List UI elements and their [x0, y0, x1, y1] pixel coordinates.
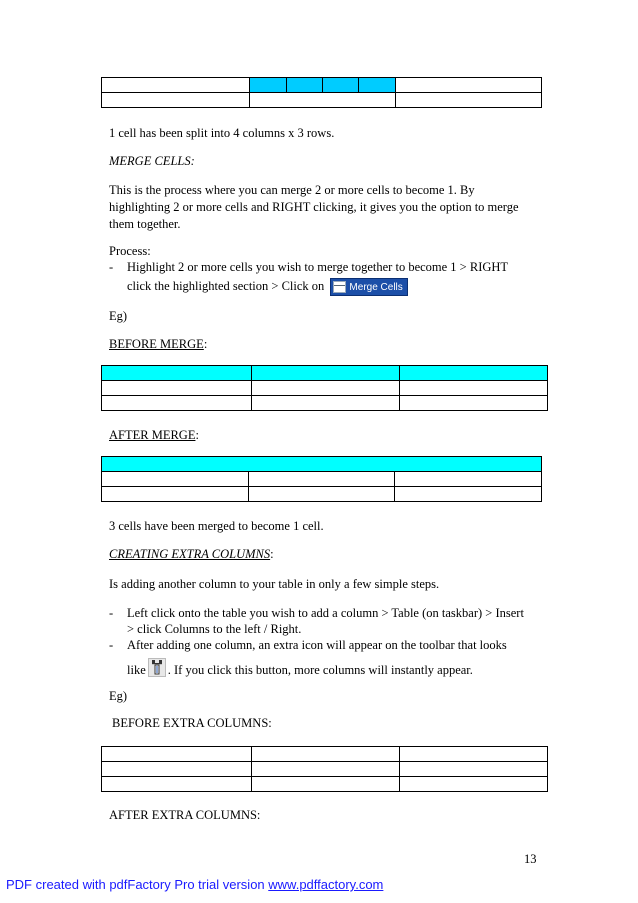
- merge-desc-line: This is the process where you can merge 2 or more cells to become 1. By: [109, 183, 475, 197]
- bullet-dash: -: [109, 638, 114, 652]
- table-cell: [102, 777, 252, 792]
- merge-cells-button[interactable]: [330, 278, 407, 296]
- split-text: 1 cell has been split into 4 columns x 3 rows.: [109, 126, 335, 140]
- split-cell: [359, 78, 396, 93]
- merged-text: 3 cells have been merged to become 1 cell.: [109, 519, 324, 533]
- table-cell: [102, 396, 252, 411]
- table-cell: [400, 777, 548, 792]
- bullet-text: like: [127, 663, 146, 677]
- table-cell: [395, 472, 542, 487]
- table-cell: [252, 777, 400, 792]
- bullet-line: Left click onto the table you wish to add a column > Table (on taskbar) > Insert: [127, 606, 524, 620]
- highlighted-cell: [252, 366, 400, 381]
- table-cell: [252, 396, 400, 411]
- before-merge-colon: :: [203, 337, 208, 351]
- eg-label: Eg): [109, 689, 128, 703]
- table-cell: [400, 762, 548, 777]
- table-cell: [252, 381, 400, 396]
- table-row: [102, 93, 542, 108]
- before-merge-table: [101, 365, 548, 411]
- page-number: 13: [524, 852, 537, 866]
- process-label: Process:: [109, 244, 151, 258]
- table-cell: [396, 93, 542, 108]
- before-extra-label: BEFORE EXTRA COLUMNS:: [112, 716, 272, 730]
- table-row: [102, 777, 548, 792]
- split-table: [101, 77, 542, 108]
- before-merge-label: [109, 336, 207, 353]
- bullet-text: . If you click this button, more columns will instantly appear.: [167, 663, 473, 677]
- process-line-text: click the highlighted section > Click on: [127, 279, 325, 293]
- table-cell: [102, 747, 252, 762]
- table-row: [102, 762, 548, 777]
- footer-text: PDF created with pdfFactory Pro trial version: [6, 877, 269, 892]
- split-cell: [287, 78, 323, 93]
- bullet-line: [127, 658, 473, 679]
- bullet-line: After adding one column, an extra icon will appear on the toolbar that looks: [127, 638, 507, 652]
- process-line: Highlight 2 or more cells you wish to merge together to become 1 > RIGHT: [127, 260, 509, 274]
- after-merge-table: [101, 456, 542, 502]
- pdf-footer: [6, 877, 383, 892]
- footer-link[interactable]: www.pdffactory.com: [268, 877, 384, 892]
- table-cell: [250, 93, 396, 108]
- table-merge-icon: [333, 281, 346, 293]
- highlighted-cell: [400, 366, 548, 381]
- highlighted-cell: [102, 366, 252, 381]
- after-extra-label: AFTER EXTRA COLUMNS:: [109, 808, 261, 822]
- after-merge-label: [109, 427, 199, 444]
- table-row: [102, 457, 542, 472]
- split-cell: [250, 78, 287, 93]
- table-cell: [102, 487, 249, 502]
- table-cell: [249, 472, 395, 487]
- merged-cell: [102, 457, 542, 472]
- table-cell: [252, 747, 400, 762]
- table-cell: [102, 762, 252, 777]
- merge-desc-line: them together.: [109, 217, 181, 231]
- extra-heading-text: CREATING EXTRA COLUMNS: [109, 547, 271, 561]
- before-extra-table: [101, 746, 548, 792]
- merge-heading: MERGE CELLS:: [109, 154, 195, 168]
- table-cell: [395, 487, 542, 502]
- split-cell: [323, 78, 359, 93]
- merge-desc-line: highlighting 2 or more cells and RIGHT clicking, it gives you the option to merge: [109, 200, 519, 214]
- extra-heading: [109, 546, 274, 563]
- table-cell: [400, 396, 548, 411]
- bullet-line: > click Columns to the left / Right.: [127, 622, 302, 636]
- table-cell: [102, 93, 250, 108]
- table-cell: [102, 381, 252, 396]
- table-row: [102, 381, 548, 396]
- extra-desc: Is adding another column to your table in only a few simple steps.: [109, 577, 440, 591]
- table-row: [102, 396, 548, 411]
- eg-label: Eg): [109, 309, 128, 323]
- table-row: [102, 472, 542, 487]
- bullet-dash: -: [109, 606, 114, 620]
- extra-heading-colon: :: [270, 547, 274, 561]
- table-cell: [396, 78, 542, 93]
- after-merge-text: AFTER MERGE: [109, 428, 196, 442]
- table-cell: [102, 78, 250, 93]
- process-line: [127, 278, 408, 296]
- table-cell: [249, 487, 395, 502]
- table-row: [102, 747, 548, 762]
- table-cell: [102, 472, 249, 487]
- before-merge-text: BEFORE MERGE: [109, 337, 204, 351]
- table-cell: [400, 381, 548, 396]
- table-cell: [400, 747, 548, 762]
- merge-cells-label: Merge Cells: [349, 281, 403, 293]
- table-row: [102, 366, 548, 381]
- after-merge-colon: :: [195, 428, 199, 442]
- bullet-dash: -: [109, 260, 114, 274]
- table-cell: [252, 762, 400, 777]
- table-row: [102, 487, 542, 502]
- table-row: [102, 78, 542, 93]
- insert-column-icon: [148, 658, 166, 677]
